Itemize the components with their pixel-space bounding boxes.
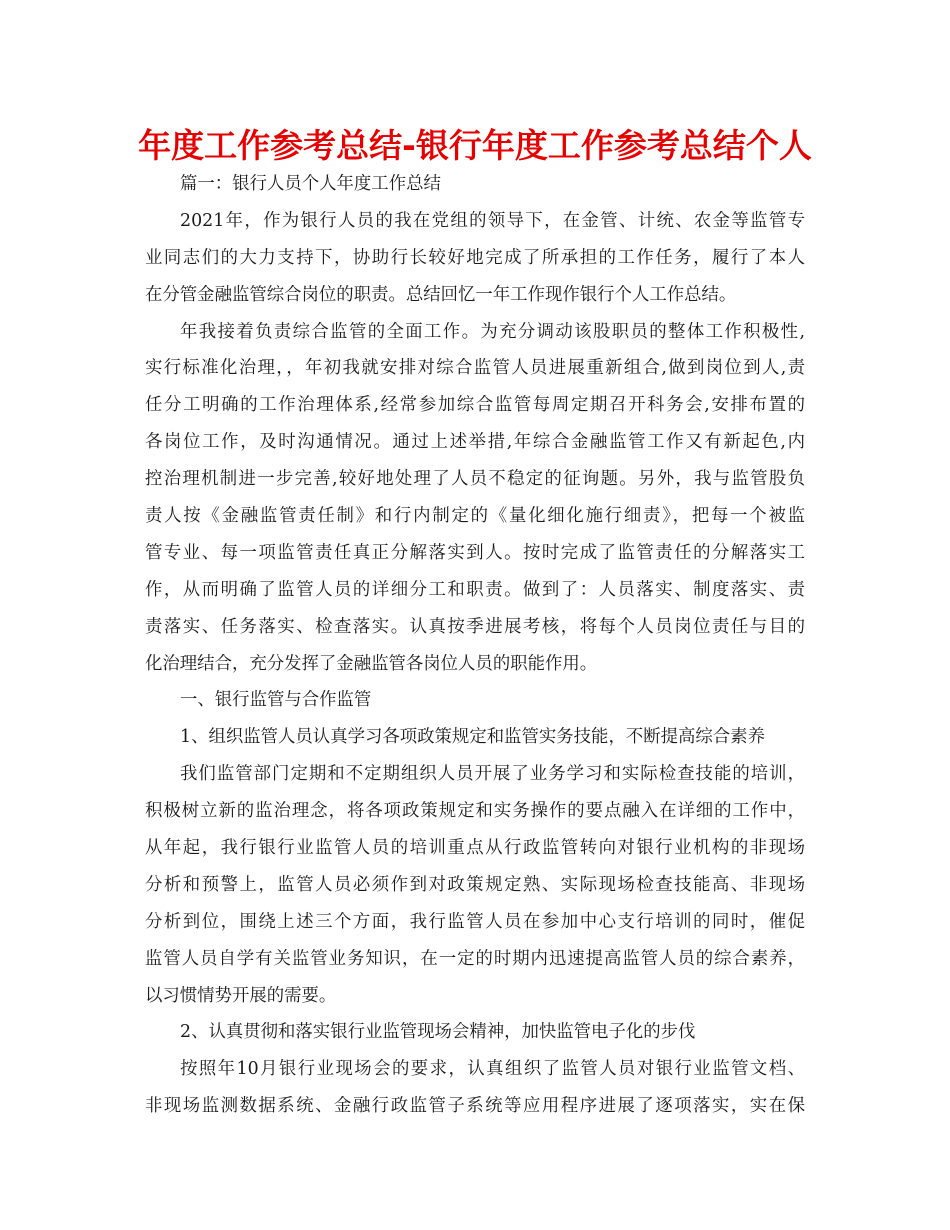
text-line: 各岗位工作，及时沟通情况。通过上述举措,年综合金融监管工作又有新起色,内	[145, 432, 805, 453]
text-line: 篇一：银行人员个人年度工作总结	[180, 174, 441, 194]
text-line: 非现场监测数据系统、金融行政监管子系统等应用程序进展了逐项落实，实在保	[145, 1096, 805, 1117]
text-line: 分析到位，围绕上述三个方面，我行监管人员在参加中心支行培训的同时，催促	[145, 911, 805, 932]
text-line: 责落实、任务落实、检查落实。认真按季进展考核，将每个人员岗位责任与目的	[145, 616, 805, 637]
text-line: 分析和预警上，监管人员必须作到对政策规定熟、实际现场检查技能高、非现场	[145, 874, 805, 895]
text-line: 一、银行监管与合作监管	[180, 690, 372, 711]
text-line: 2021年，作为银行人员的我在党组的领导下，在金管、计统、农金等监管专	[180, 210, 805, 231]
document-title: 年度工作参考总结-银行年度工作参考总结个人	[138, 126, 812, 165]
document-body	[145, 166, 805, 1125]
text-line: 化治理结合，充分发挥了金融监管各岗位人员的职能作用。	[145, 653, 598, 674]
text-line: 1、组织监管人员认真学习各项政策规定和监管实务技能，不断提高综合素养	[180, 727, 765, 748]
text-line: 按照年10月银行业现场会的要求，认真组织了监管人员对银行业监管文档、	[180, 1059, 805, 1080]
text-line: 年我接着负责综合监管的全面工作。为充分调动该股职员的整体工作积极性,	[180, 321, 805, 342]
text-line: 积极树立新的监治理念，将各项政策规定和实务操作的要点融入在详细的工作中，	[145, 801, 805, 822]
text-line: 作，从而明确了监管人员的详细分工和职责。做到了：人员落实、制度落实、责	[145, 579, 805, 600]
text-line: 任分工明确的工作治理体系,经常参加综合监管每周定期召开科务会,安排布置的	[145, 395, 805, 416]
text-line: 控治理机制进一步完善,较好地处理了人员不稳定的征询题。另外，我与监管股负	[145, 469, 805, 490]
text-line: 从年起，我行银行业监管人员的培训重点从行政监管转向对银行业机构的非现场	[145, 838, 805, 859]
text-line: 管专业、每一项监管责任真正分解落实到人。按时完成了监管责任的分解落实工	[145, 542, 805, 563]
text-line: 我们监管部门定期和不定期组织人员开展了业务学习和实际检查技能的培训，	[180, 764, 805, 785]
text-line: 实行标准化治理，，年初我就安排对综合监管人员进展重新组合,做到岗位到人,责	[145, 358, 805, 379]
text-line: 在分管金融监管综合岗位的职责。总结回忆一年工作现作银行个人工作总结。	[145, 284, 737, 305]
text-line: 2、认真贯彻和落实银行业监管现场会精神，加快监管电子化的步伐	[180, 1022, 696, 1043]
text-line: 以习惯情势开展的需要。	[145, 985, 337, 1006]
text-line: 监管人员自学有关监管业务知识，在一定的时期内迅速提高监管人员的综合素养，	[145, 948, 805, 969]
text-line: 业同志们的大力支持下，协助行长较好地完成了所承担的工作任务，履行了本人	[145, 247, 805, 268]
text-line: 责人按《金融监管责任制》和行内制定的《量化细化施行细责》，把每一个被监	[145, 506, 805, 527]
